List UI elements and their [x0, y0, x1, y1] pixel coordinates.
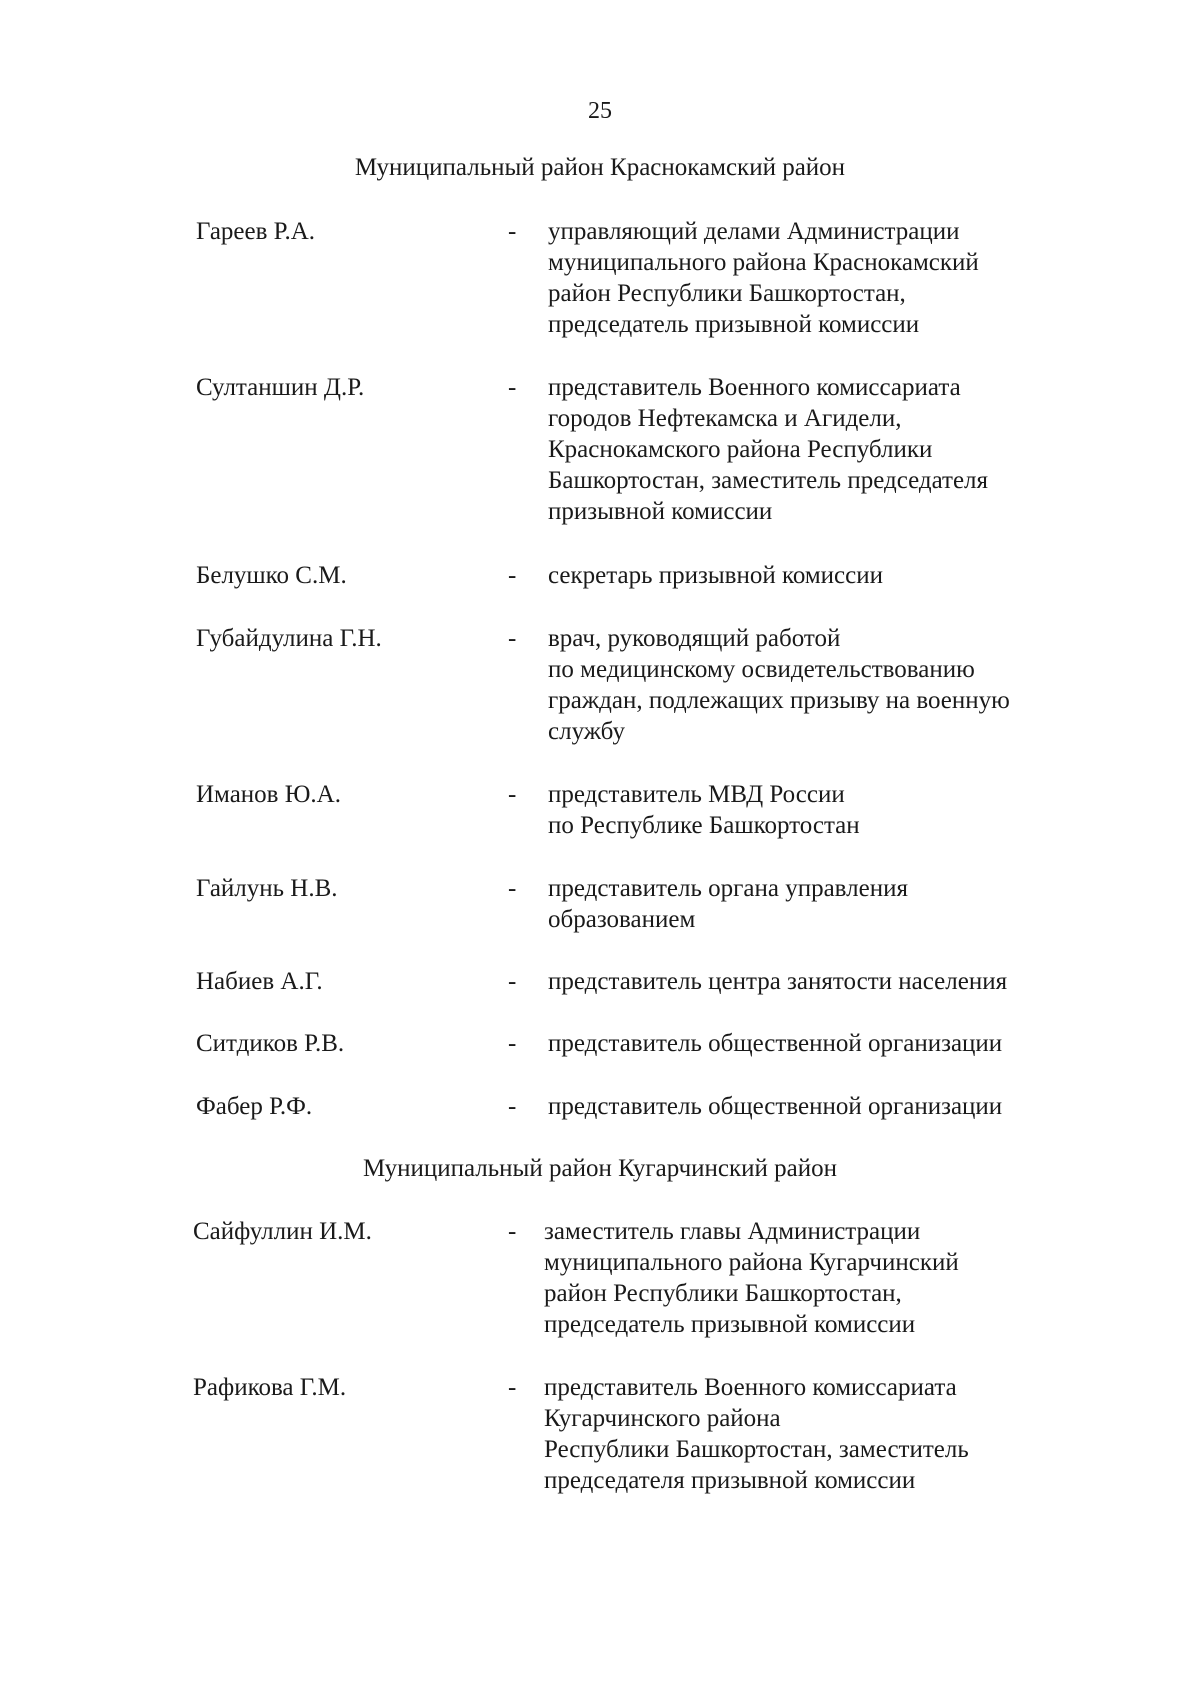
member-name: Гареев Р.А. [196, 218, 316, 245]
member-name: Султаншин Д.Р. [196, 374, 365, 401]
member-name: Сайфуллин И.М. [193, 1218, 372, 1245]
member-name: Набиев А.Г. [196, 968, 323, 995]
role-line: председатель призывной комиссии [548, 311, 920, 338]
separator-dash: - [508, 374, 517, 401]
member-name: Гайлунь Н.В. [196, 875, 338, 902]
member-role [544, 1372, 1084, 1496]
role-line: представитель Военного комиссариата [548, 374, 961, 401]
separator-dash: - [508, 1218, 517, 1245]
member-name: Иманов Ю.А. [196, 781, 341, 808]
member-role [548, 216, 1088, 340]
separator-dash: - [508, 1374, 517, 1401]
role-line: заместитель главы Администрации [544, 1218, 921, 1245]
member-role [548, 372, 1088, 527]
role-line: секретарь призывной комиссии [548, 562, 884, 589]
role-line: представитель органа управления [548, 875, 908, 902]
member-name: Рафикова Г.М. [193, 1374, 347, 1401]
role-line: представитель Военного комиссариата [544, 1374, 957, 1401]
role-line: службу [548, 718, 625, 745]
member-role [548, 560, 1088, 591]
role-line: муниципального района Кугарчинский [544, 1249, 959, 1276]
member-name: Губайдулина Г.Н. [196, 625, 382, 652]
separator-dash: - [508, 562, 517, 589]
member-role [548, 873, 1088, 935]
role-line: Кугарчинского района [544, 1405, 781, 1432]
separator-dash: - [508, 1093, 517, 1120]
member-name: Ситдиков Р.В. [196, 1030, 345, 1057]
separator-dash: - [508, 875, 517, 902]
role-line: представитель центра занятости населения [548, 968, 1008, 995]
role-line: по медицинскому освидетельствованию [548, 656, 975, 683]
role-line: председатель призывной комиссии [544, 1311, 916, 1338]
role-line: председателя призывной комиссии [544, 1467, 916, 1494]
member-role [548, 966, 1088, 997]
member-role [548, 623, 1088, 747]
role-line: управляющий делами Администрации [548, 218, 960, 245]
section-title-kugarchinsky: Муниципальный район Кугарчинский район [362, 1155, 838, 1182]
member-role [544, 1216, 1084, 1340]
separator-dash: - [508, 218, 517, 245]
role-line: Краснокамского района Республики [548, 436, 933, 463]
role-line: врач, руководящий работой [548, 625, 841, 652]
role-line: призывной комиссии [548, 498, 773, 525]
role-line: образованием [548, 906, 696, 933]
role-line: представитель общественной организации [548, 1030, 1003, 1057]
page-number: 25 [588, 98, 612, 124]
member-role [548, 1091, 1088, 1122]
role-line: представитель общественной организации [548, 1093, 1003, 1120]
member-role [548, 779, 1088, 841]
separator-dash: - [508, 781, 517, 808]
role-line: граждан, подлежащих призыву на военную [548, 687, 1010, 714]
separator-dash: - [508, 1030, 517, 1057]
member-role [548, 1028, 1088, 1059]
role-line: муниципального района Краснокамский [548, 249, 979, 276]
separator-dash: - [508, 968, 517, 995]
role-line: Башкортостан, заместитель председателя [548, 467, 989, 494]
member-name: Фабер Р.Ф. [196, 1093, 313, 1120]
role-line: Республики Башкортостан, заместитель [544, 1436, 969, 1463]
member-name: Белушко С.М. [196, 562, 347, 589]
section-title-krasnokamsky: Муниципальный район Краснокамский район [354, 154, 846, 181]
role-line: городов Нефтекамска и Агидели, [548, 405, 902, 432]
separator-dash: - [508, 625, 517, 652]
role-line: район Республики Башкортостан, [544, 1280, 902, 1307]
role-line: район Республики Башкортостан, [548, 280, 906, 307]
role-line: по Республике Башкортостан [548, 812, 860, 839]
role-line: представитель МВД России [548, 781, 845, 808]
